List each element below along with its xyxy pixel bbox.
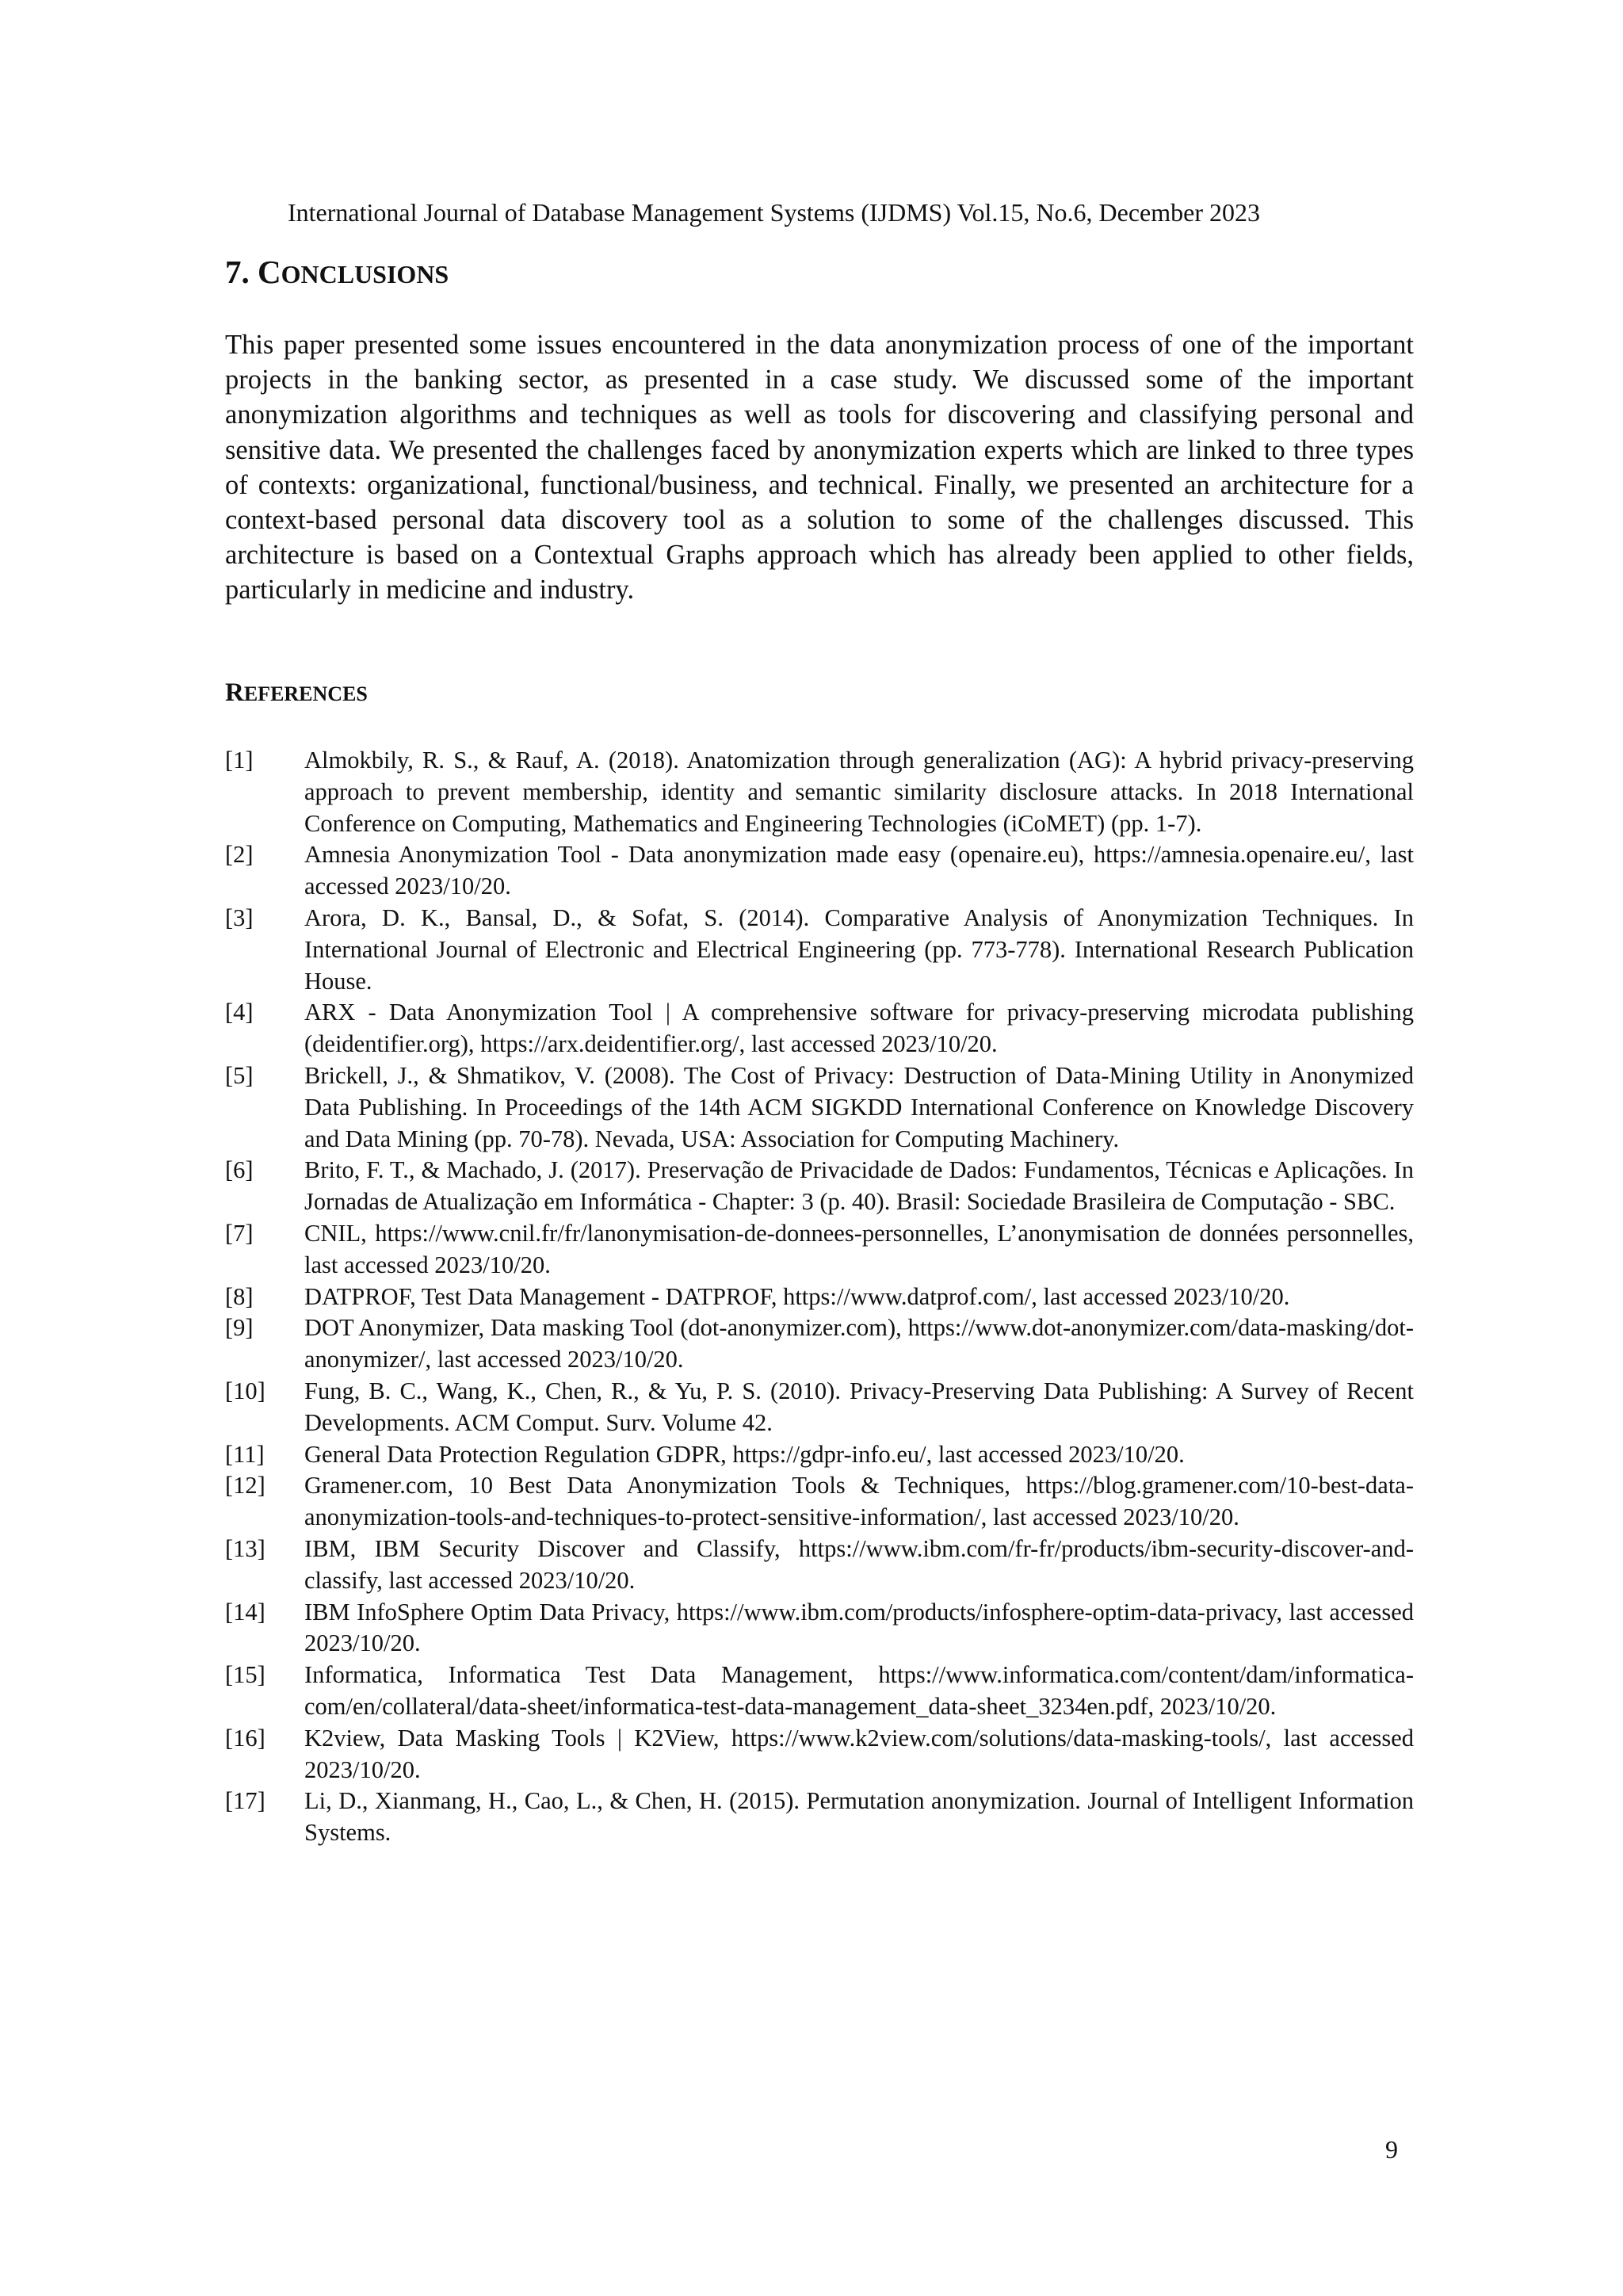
references-heading [225, 677, 368, 710]
reference-text: Almokbily, R. S., & Rauf, A. (2018). Anatomization through generalization (AG): A hybrid privacy-preserving approach to prevent membership, identity and semantic similarity disclosure attacks. In 2018 International Conference on Computing, Mathematics and Engineering Technologies (iCoMET) (pp. 1-7). [304, 747, 1414, 837]
reference-text: Amnesia Anonymization Tool - Data anonymization made easy (openaire.eu), https://amnesia.openaire.eu/, last accessed 2023/10/20. [304, 841, 1414, 900]
reference-text: Fung, B. C., Wang, K., Chen, R., & Yu, P. S. (2010). Privacy-Preserving Data Publishing: A Survey of Recent Developments. ACM Comput. Surv. Volume 42. [304, 1377, 1414, 1436]
reference-item [225, 997, 1414, 1060]
reference-text: Brito, F. T., & Machado, J. (2017). Preservação de Privacidade de Dados: Fundamentos, Técnicas e Aplicações. In Jornadas de Atualização em Informática - Chapter: 3 (p. 40). Brasil: Sociedade Brasileira de Computação - SBC. [304, 1156, 1414, 1216]
reference-text: Li, D., Xianmang, H., Cao, L., & Chen, H. (2015). Permutation anonymization. Journal of Intelligent Information Systems. [304, 1787, 1414, 1847]
reference-item [225, 1218, 1414, 1282]
section-title-initial: C [258, 254, 281, 290]
reference-item [225, 1470, 1414, 1534]
reference-number: [9] [225, 1314, 254, 1342]
reference-number: [2] [225, 841, 254, 869]
reference-item [225, 1312, 1414, 1376]
reference-item [225, 1597, 1414, 1660]
reference-number: [12] [225, 1472, 265, 1499]
reference-number: [14] [225, 1598, 265, 1626]
reference-number: [4] [225, 999, 254, 1026]
conclusions-paragraph: This paper presented some issues encountered in the data anonymization process of one of the important projects in the banking sector, as presented in a case study. We discussed some of the important anonymization algorithms and techniques as well as tools for discovering and classifying personal and sensitive data. We presented the challenges faced by anonymization experts which are linked to three types of contexts: organizational, functional/business, and technical. Finally, we presented an architecture for a context-based personal data discovery tool as a solution to some of the challenges discussed. This architecture is based on a Contextual Graphs approach which has already been applied to other fields, particularly in medicine and industry. [225, 330, 1414, 606]
reference-text: Arora, D. K., Bansal, D., & Sofat, S. (2014). Comparative Analysis of Anonymization Techniques. In International Journal of Electronic and Electrical Engineering (pp. 773-778). International Research Publication House. [304, 904, 1414, 995]
reference-item [225, 1439, 1414, 1471]
reference-text: IBM InfoSphere Optim Data Privacy, https://www.ibm.com/products/infosphere-optim-data-privacy, last accessed 2023/10/20. [304, 1598, 1414, 1657]
reference-number: [17] [225, 1787, 265, 1815]
section-number: 7. [225, 254, 250, 290]
reference-number: [16] [225, 1724, 265, 1752]
section-title-rest: ONCLUSIONS [281, 260, 449, 288]
reference-number: [1] [225, 747, 254, 774]
reference-item [225, 1155, 1414, 1218]
page-number: 9 [1385, 2135, 1398, 2164]
reference-list [225, 745, 1414, 1849]
reference-text: CNIL, https://www.cnil.fr/fr/lanonymisation-de-donnees-personnelles, L’anonymisation de données personnelles, last accessed 2023/10/20. [304, 1219, 1414, 1278]
reference-number: [3] [225, 904, 254, 931]
reference-item [225, 1282, 1414, 1313]
reference-item [225, 1723, 1414, 1786]
reference-number: [6] [225, 1156, 254, 1184]
reference-item [225, 903, 1414, 997]
reference-text: DATPROF, Test Data Management - DATPROF, https://www.datprof.com/, last accessed 2023/10/20. [304, 1282, 1290, 1310]
reference-text: IBM, IBM Security Discover and Classify, https://www.ibm.com/fr-fr/products/ibm-security-discover-and-classify, last accessed 2023/10/20. [304, 1534, 1414, 1594]
reference-text: Gramener.com, 10 Best Data Anonymization Tools & Techniques, https://blog.gramener.com/10-best-data-anonymization-tools-and-techniques-to-protect-sensitive-information/, last accessed 2023/10/20. [304, 1472, 1414, 1531]
reference-item [225, 1376, 1414, 1439]
running-header: International Journal of Database Management Systems (IJDMS) Vol.15, No.6, December 2023 [288, 198, 1260, 227]
reference-text: DOT Anonymizer, Data masking Tool (dot-anonymizer.com), https://www.dot-anonymizer.com/data-masking/dot-anonymizer/, last accessed 2023/10/20. [304, 1314, 1414, 1373]
reference-item [225, 1786, 1414, 1849]
reference-text: Informatica, Informatica Test Data Management, https://www.informatica.com/content/dam/informatica-com/en/collateral/data-sheet/informatica-test-data-management_data-sheet_3234en.pdf, 2023/10/20. [304, 1661, 1414, 1720]
reference-item [225, 1660, 1414, 1723]
reference-item [225, 1060, 1414, 1155]
reference-number: [13] [225, 1534, 265, 1562]
reference-item [225, 839, 1414, 903]
reference-item [225, 1534, 1414, 1597]
reference-number: [8] [225, 1282, 254, 1310]
reference-number: [15] [225, 1661, 265, 1689]
references-title-rest: EFERENCES [243, 682, 368, 705]
reference-text: General Data Protection Regulation GDPR, https://gdpr-info.eu/, last accessed 2023/10/20. [304, 1440, 1185, 1468]
reference-number: [5] [225, 1061, 254, 1089]
reference-text: Brickell, J., & Shmatikov, V. (2008). The Cost of Privacy: Destruction of Data-Mining Utility in Anonymized Data Publishing. In Proceedings of the 14th ACM SIGKDD International Conference on Knowledge Discovery and Data Mining (pp. 70-78). Nevada, USA: Association for Computing Machinery. [304, 1061, 1414, 1152]
reference-number: [11] [225, 1440, 265, 1468]
reference-number: [10] [225, 1377, 265, 1404]
reference-text: K2view, Data Masking Tools | K2View, https://www.k2view.com/solutions/data-masking-tools/, last accessed 2023/10/20. [304, 1724, 1414, 1783]
references-title-initial: R [225, 678, 244, 707]
reference-number: [7] [225, 1219, 254, 1247]
reference-text: ARX - Data Anonymization Tool | A comprehensive software for privacy-preserving microdata publishing (deidentifier.org), https://arx.deidentifier.org/, last accessed 2023/10/20. [304, 999, 1414, 1058]
section-heading-conclusions [225, 252, 449, 294]
reference-item [225, 745, 1414, 839]
